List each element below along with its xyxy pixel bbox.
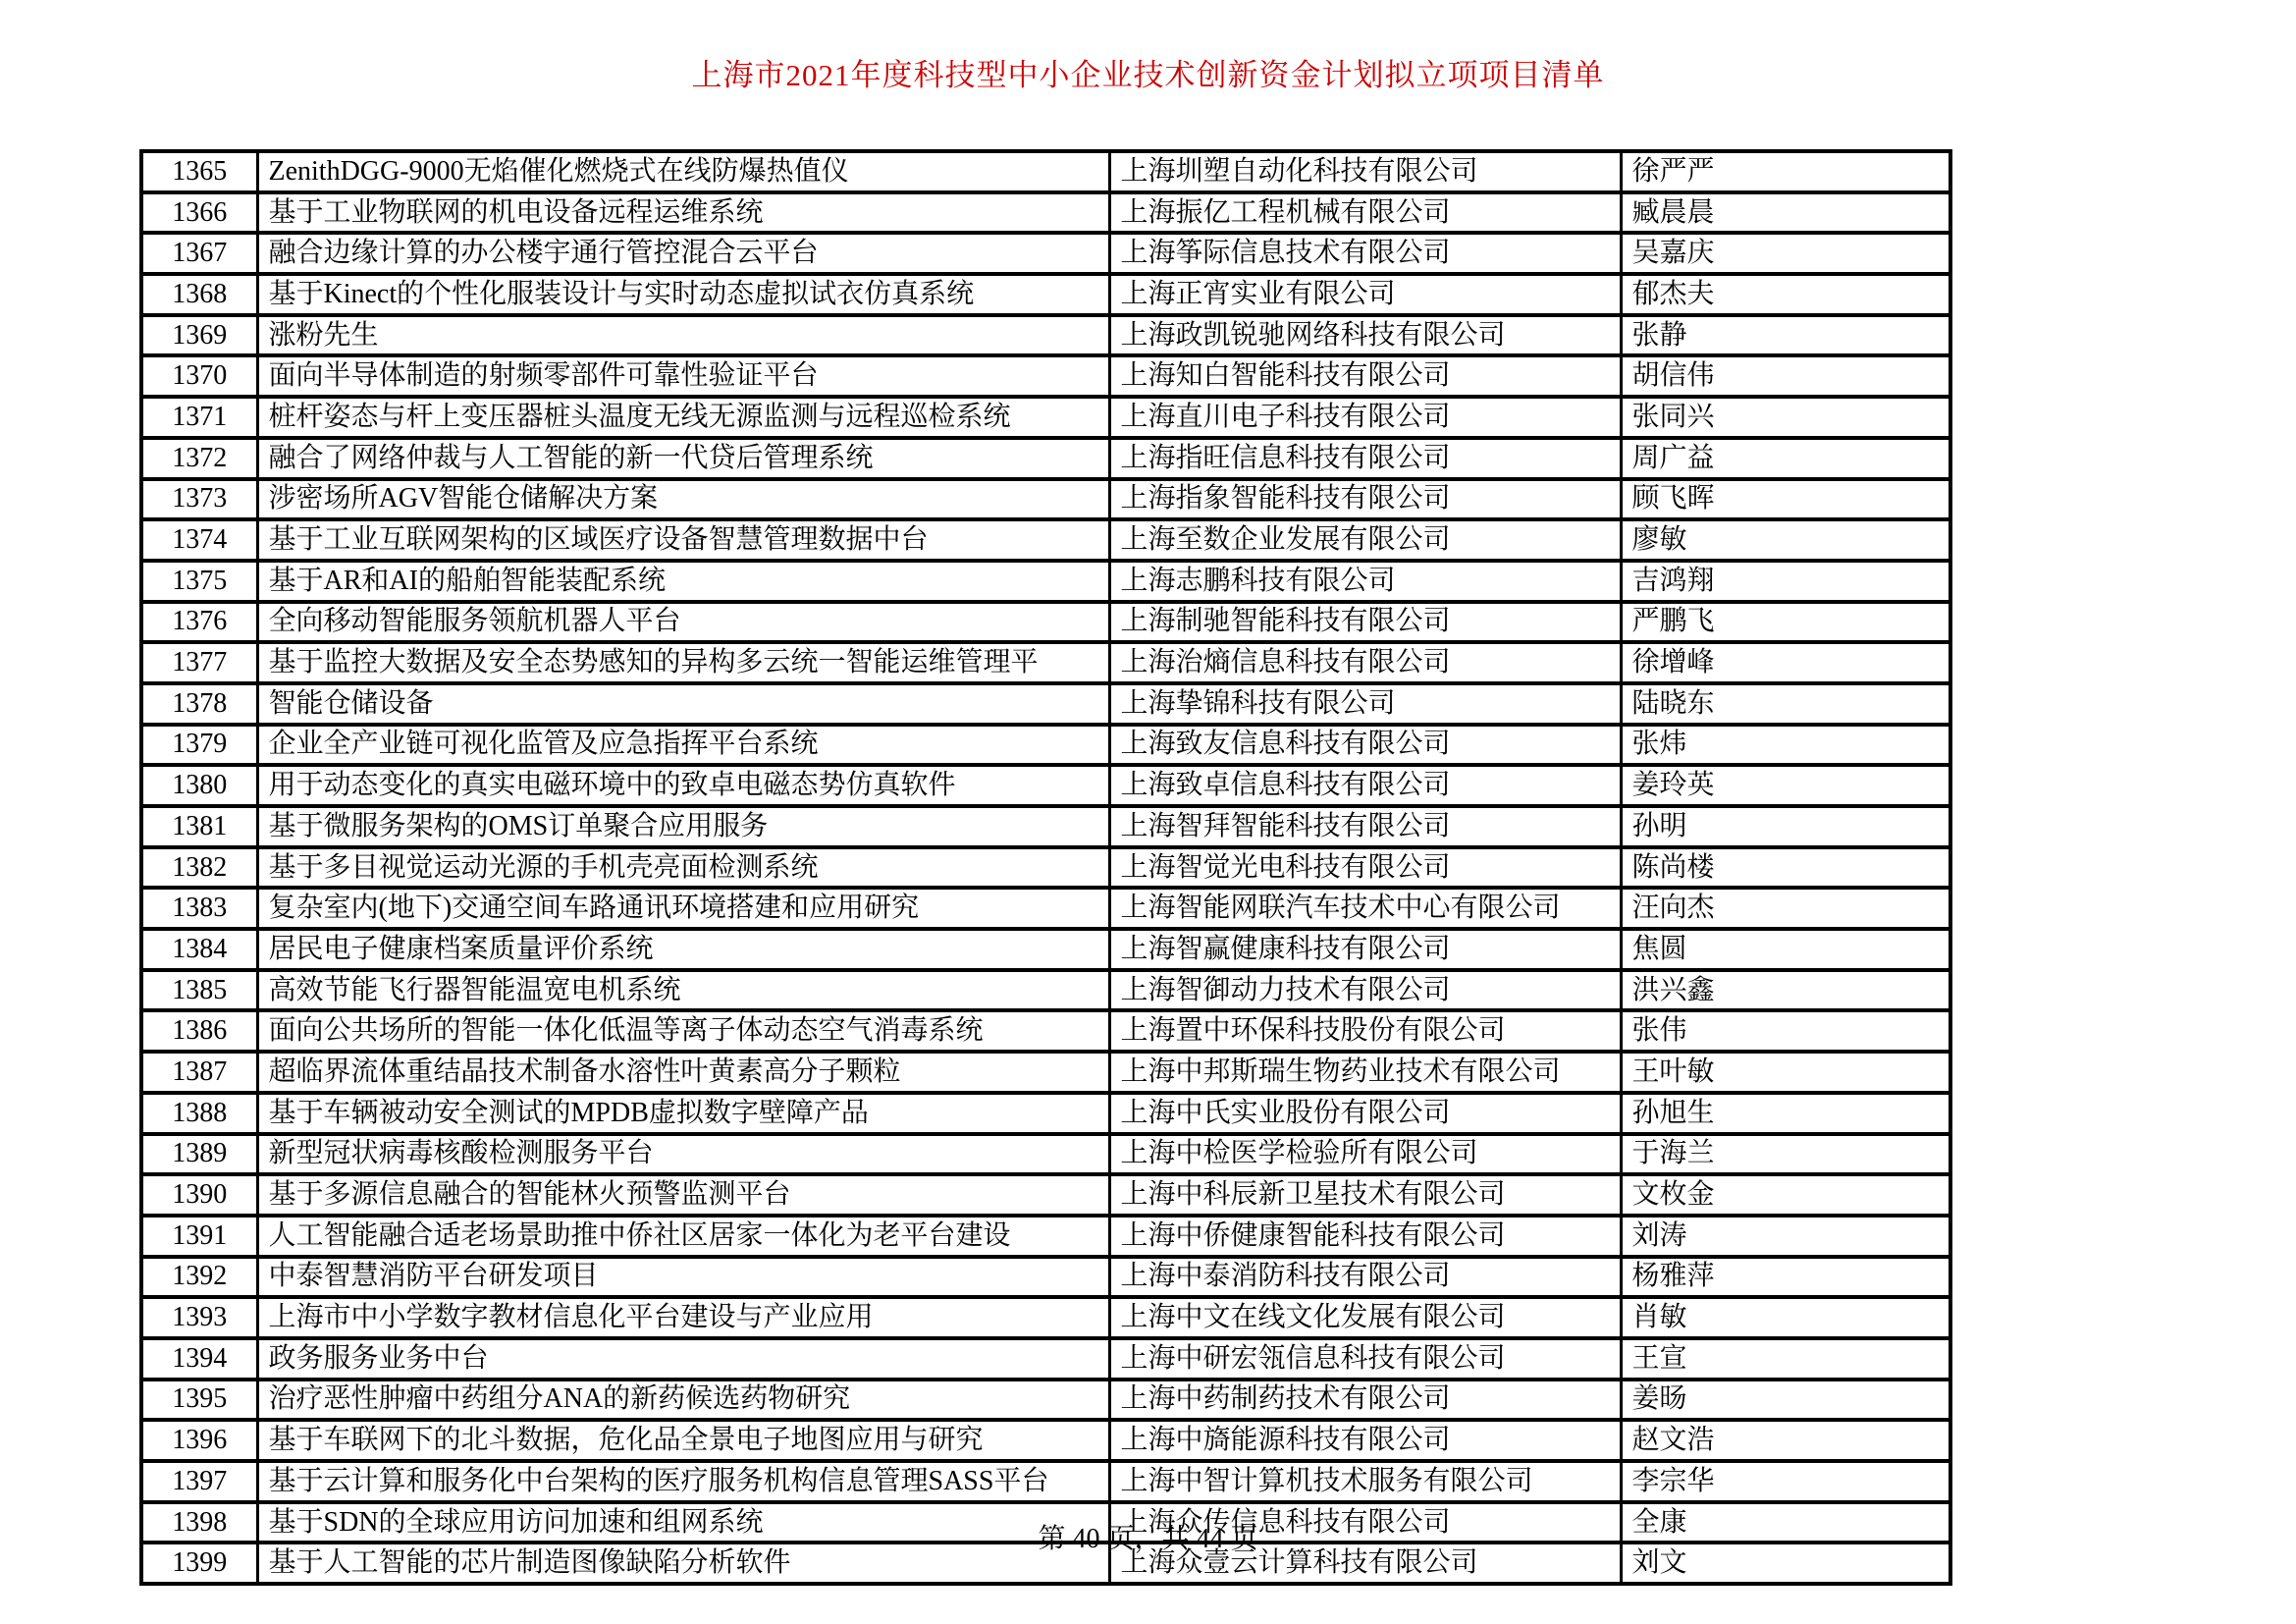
table-row bbox=[141, 847, 1950, 889]
person-name-cell: 徐增峰 bbox=[1621, 642, 1950, 683]
table-row bbox=[141, 683, 1950, 725]
row-number-cell: 1380 bbox=[141, 765, 257, 806]
company-name-cell: 上海致友信息科技有限公司 bbox=[1109, 725, 1621, 766]
person-name-cell: 刘涛 bbox=[1621, 1216, 1950, 1257]
projects-table-body bbox=[141, 151, 1950, 1584]
project-name-cell: 基于AR和AI的船舶智能装配系统 bbox=[257, 561, 1109, 602]
project-name-cell: 涨粉先生 bbox=[257, 315, 1109, 356]
person-name-cell: 徐严严 bbox=[1621, 151, 1950, 192]
company-name-cell: 上海中文在线文化发展有限公司 bbox=[1109, 1297, 1621, 1338]
project-name-cell: 超临界流体重结晶技术制备水溶性叶黄素高分子颗粒 bbox=[257, 1052, 1109, 1093]
row-number-cell: 1365 bbox=[141, 151, 257, 192]
table-row bbox=[141, 1297, 1950, 1338]
company-name-cell: 上海智拜智能科技有限公司 bbox=[1109, 806, 1621, 847]
project-name-cell: 居民电子健康档案质量评价系统 bbox=[257, 929, 1109, 970]
row-number-cell: 1388 bbox=[141, 1093, 257, 1134]
company-name-cell: 上海政凯锐驰网络科技有限公司 bbox=[1109, 315, 1621, 356]
person-name-cell: 王宣 bbox=[1621, 1338, 1950, 1380]
person-name-cell: 顾飞晖 bbox=[1621, 479, 1950, 520]
company-name-cell: 上海中检医学检验所有限公司 bbox=[1109, 1134, 1621, 1175]
row-number-cell: 1394 bbox=[141, 1338, 257, 1380]
person-name-cell: 李宗华 bbox=[1621, 1461, 1950, 1502]
table-row bbox=[141, 479, 1950, 520]
project-name-cell: 面向公共场所的智能一体化低温等离子体动态空气消毒系统 bbox=[257, 1010, 1109, 1052]
row-number-cell: 1390 bbox=[141, 1174, 257, 1216]
table-row bbox=[141, 1257, 1950, 1298]
company-name-cell: 上海智御动力技术有限公司 bbox=[1109, 970, 1621, 1011]
person-name-cell: 焦圆 bbox=[1621, 929, 1950, 970]
company-name-cell: 上海圳塑自动化科技有限公司 bbox=[1109, 151, 1621, 192]
person-name-cell: 汪向杰 bbox=[1621, 888, 1950, 929]
project-name-cell: 高效节能飞行器智能温宽电机系统 bbox=[257, 970, 1109, 1011]
table-row bbox=[141, 888, 1950, 929]
company-name-cell: 上海中智计算机技术服务有限公司 bbox=[1109, 1461, 1621, 1502]
table-row bbox=[141, 355, 1950, 397]
row-number-cell: 1366 bbox=[141, 192, 257, 234]
project-name-cell: 中泰智慧消防平台研发项目 bbox=[257, 1257, 1109, 1298]
row-number-cell: 1374 bbox=[141, 519, 257, 561]
project-name-cell: 融合边缘计算的办公楼宇通行管控混合云平台 bbox=[257, 233, 1109, 274]
person-name-cell: 张同兴 bbox=[1621, 397, 1950, 438]
row-number-cell: 1396 bbox=[141, 1420, 257, 1461]
project-name-cell: 全向移动智能服务领航机器人平台 bbox=[257, 602, 1109, 643]
project-name-cell: 智能仓储设备 bbox=[257, 683, 1109, 725]
company-name-cell: 上海直川电子科技有限公司 bbox=[1109, 397, 1621, 438]
table-row bbox=[141, 1420, 1950, 1461]
row-number-cell: 1389 bbox=[141, 1134, 257, 1175]
project-name-cell: 面向半导体制造的射频零部件可靠性验证平台 bbox=[257, 355, 1109, 397]
project-name-cell: 基于车辆被动安全测试的MPDB虚拟数字壁障产品 bbox=[257, 1093, 1109, 1134]
table-row bbox=[141, 151, 1950, 192]
project-name-cell: 基于Kinect的个性化服装设计与实时动态虚拟试衣仿真系统 bbox=[257, 274, 1109, 315]
company-name-cell: 上海挚锦科技有限公司 bbox=[1109, 683, 1621, 725]
person-name-cell: 严鹏飞 bbox=[1621, 602, 1950, 643]
person-name-cell: 全康 bbox=[1621, 1502, 1950, 1543]
project-name-cell: 涉密场所AGV智能仓储解决方案 bbox=[257, 479, 1109, 520]
row-number-cell: 1385 bbox=[141, 970, 257, 1011]
table-row bbox=[141, 192, 1950, 234]
row-number-cell: 1368 bbox=[141, 274, 257, 315]
project-name-cell: 基于工业物联网的机电设备远程运维系统 bbox=[257, 192, 1109, 234]
row-number-cell: 1384 bbox=[141, 929, 257, 970]
company-name-cell: 上海中研宏瓴信息科技有限公司 bbox=[1109, 1338, 1621, 1380]
company-name-cell: 上海筝际信息技术有限公司 bbox=[1109, 233, 1621, 274]
company-name-cell: 上海志鹏科技有限公司 bbox=[1109, 561, 1621, 602]
company-name-cell: 上海正宵实业有限公司 bbox=[1109, 274, 1621, 315]
project-name-cell: 政务服务业务中台 bbox=[257, 1338, 1109, 1380]
person-name-cell: 张静 bbox=[1621, 315, 1950, 356]
table-row bbox=[141, 642, 1950, 683]
table-row bbox=[141, 397, 1950, 438]
table-row bbox=[141, 1380, 1950, 1421]
company-name-cell: 上海中侨健康智能科技有限公司 bbox=[1109, 1216, 1621, 1257]
company-name-cell: 上海中邦斯瑞生物药业技术有限公司 bbox=[1109, 1052, 1621, 1093]
project-name-cell: 基于微服务架构的OMS订单聚合应用服务 bbox=[257, 806, 1109, 847]
table-row bbox=[141, 1134, 1950, 1175]
project-name-cell: 新型冠状病毒核酸检测服务平台 bbox=[257, 1134, 1109, 1175]
project-name-cell: 基于监控大数据及安全态势感知的异构多云统一智能运维管理平 bbox=[257, 642, 1109, 683]
person-name-cell: 姜旸 bbox=[1621, 1380, 1950, 1421]
person-name-cell: 周广益 bbox=[1621, 438, 1950, 479]
row-number-cell: 1372 bbox=[141, 438, 257, 479]
person-name-cell: 杨雅萍 bbox=[1621, 1257, 1950, 1298]
table-row bbox=[141, 519, 1950, 561]
page-title: 上海市2021年度科技型中小企业技术创新资金计划拟立项项目清单 bbox=[691, 58, 1605, 92]
row-number-cell: 1371 bbox=[141, 397, 257, 438]
table-row bbox=[141, 765, 1950, 806]
table-row bbox=[141, 1338, 1950, 1380]
page-number-footer: 第 40 页，共 44 页 bbox=[1038, 1524, 1258, 1554]
table-row bbox=[141, 1052, 1950, 1093]
project-name-cell: ZenithDGG-9000无焰催化燃烧式在线防爆热值仪 bbox=[257, 151, 1109, 192]
company-name-cell: 上海智觉光电科技有限公司 bbox=[1109, 847, 1621, 889]
row-number-cell: 1387 bbox=[141, 1052, 257, 1093]
company-name-cell: 上海指象智能科技有限公司 bbox=[1109, 479, 1621, 520]
company-name-cell: 上海众壹云计算科技有限公司 bbox=[1109, 1543, 1621, 1584]
project-name-cell: 基于多目视觉运动光源的手机壳亮面检测系统 bbox=[257, 847, 1109, 889]
company-name-cell: 上海致卓信息科技有限公司 bbox=[1109, 765, 1621, 806]
company-name-cell: 上海众传信息科技有限公司 bbox=[1109, 1502, 1621, 1543]
company-name-cell: 上海治熵信息科技有限公司 bbox=[1109, 642, 1621, 683]
person-name-cell: 姜玲英 bbox=[1621, 765, 1950, 806]
company-name-cell: 上海中氏实业股份有限公司 bbox=[1109, 1093, 1621, 1134]
row-number-cell: 1398 bbox=[141, 1502, 257, 1543]
project-name-cell: 上海市中小学数字教材信息化平台建设与产业应用 bbox=[257, 1297, 1109, 1338]
row-number-cell: 1386 bbox=[141, 1010, 257, 1052]
project-name-cell: 融合了网络仲裁与人工智能的新一代贷后管理系统 bbox=[257, 438, 1109, 479]
row-number-cell: 1393 bbox=[141, 1297, 257, 1338]
projects-table bbox=[139, 149, 1952, 1586]
table-row bbox=[141, 1010, 1950, 1052]
company-name-cell: 上海中科辰新卫星技术有限公司 bbox=[1109, 1174, 1621, 1216]
row-number-cell: 1382 bbox=[141, 847, 257, 889]
table-row bbox=[141, 929, 1950, 970]
table-row bbox=[141, 1461, 1950, 1502]
project-name-cell: 复杂室内(地下)交通空间车路通讯环境搭建和应用研究 bbox=[257, 888, 1109, 929]
company-name-cell: 上海置中环保科技股份有限公司 bbox=[1109, 1010, 1621, 1052]
company-name-cell: 上海智能网联汽车技术中心有限公司 bbox=[1109, 888, 1621, 929]
row-number-cell: 1376 bbox=[141, 602, 257, 643]
company-name-cell: 上海中旖能源科技有限公司 bbox=[1109, 1420, 1621, 1461]
row-number-cell: 1367 bbox=[141, 233, 257, 274]
project-name-cell: 治疗恶性肿瘤中药组分ANA的新药候选药物研究 bbox=[257, 1380, 1109, 1421]
table-row bbox=[141, 602, 1950, 643]
person-name-cell: 臧晨晨 bbox=[1621, 192, 1950, 234]
project-name-cell: 基于车联网下的北斗数据，危化品全景电子地图应用与研究 bbox=[257, 1420, 1109, 1461]
table-row bbox=[141, 438, 1950, 479]
table-row bbox=[141, 233, 1950, 274]
person-name-cell: 张伟 bbox=[1621, 1010, 1950, 1052]
row-number-cell: 1375 bbox=[141, 561, 257, 602]
row-number-cell: 1373 bbox=[141, 479, 257, 520]
table-row bbox=[141, 806, 1950, 847]
person-name-cell: 刘文 bbox=[1621, 1543, 1950, 1584]
project-name-cell: 基于SDN的全球应用访问加速和组网系统 bbox=[257, 1502, 1109, 1543]
table-row bbox=[141, 725, 1950, 766]
person-name-cell: 胡信伟 bbox=[1621, 355, 1950, 397]
company-name-cell: 上海振亿工程机械有限公司 bbox=[1109, 192, 1621, 234]
person-name-cell: 于海兰 bbox=[1621, 1134, 1950, 1175]
company-name-cell: 上海制驰智能科技有限公司 bbox=[1109, 602, 1621, 643]
row-number-cell: 1379 bbox=[141, 725, 257, 766]
table-row bbox=[141, 315, 1950, 356]
person-name-cell: 肖敏 bbox=[1621, 1297, 1950, 1338]
row-number-cell: 1391 bbox=[141, 1216, 257, 1257]
table-row bbox=[141, 1093, 1950, 1134]
person-name-cell: 文枚金 bbox=[1621, 1174, 1950, 1216]
person-name-cell: 孙旭生 bbox=[1621, 1093, 1950, 1134]
project-name-cell: 桩杆姿态与杆上变压器桩头温度无线无源监测与远程巡检系统 bbox=[257, 397, 1109, 438]
person-name-cell: 洪兴鑫 bbox=[1621, 970, 1950, 1011]
company-name-cell: 上海智赢健康科技有限公司 bbox=[1109, 929, 1621, 970]
table-row bbox=[141, 1174, 1950, 1216]
person-name-cell: 廖敏 bbox=[1621, 519, 1950, 561]
person-name-cell: 郁杰夫 bbox=[1621, 274, 1950, 315]
person-name-cell: 赵文浩 bbox=[1621, 1420, 1950, 1461]
company-name-cell: 上海中药制药技术有限公司 bbox=[1109, 1380, 1621, 1421]
row-number-cell: 1381 bbox=[141, 806, 257, 847]
project-name-cell: 企业全产业链可视化监管及应急指挥平台系统 bbox=[257, 725, 1109, 766]
project-name-cell: 基于人工智能的芯片制造图像缺陷分析软件 bbox=[257, 1543, 1109, 1584]
table-row bbox=[141, 970, 1950, 1011]
row-number-cell: 1392 bbox=[141, 1257, 257, 1298]
row-number-cell: 1399 bbox=[141, 1543, 257, 1584]
person-name-cell: 陆晓东 bbox=[1621, 683, 1950, 725]
project-name-cell: 基于工业互联网架构的区域医疗设备智慧管理数据中台 bbox=[257, 519, 1109, 561]
table-row bbox=[141, 274, 1950, 315]
table-row bbox=[141, 1216, 1950, 1257]
company-name-cell: 上海中泰消防科技有限公司 bbox=[1109, 1257, 1621, 1298]
row-number-cell: 1383 bbox=[141, 888, 257, 929]
row-number-cell: 1369 bbox=[141, 315, 257, 356]
person-name-cell: 吉鸿翔 bbox=[1621, 561, 1950, 602]
company-name-cell: 上海指旺信息科技有限公司 bbox=[1109, 438, 1621, 479]
company-name-cell: 上海至数企业发展有限公司 bbox=[1109, 519, 1621, 561]
row-number-cell: 1370 bbox=[141, 355, 257, 397]
project-name-cell: 用于动态变化的真实电磁环境中的致卓电磁态势仿真软件 bbox=[257, 765, 1109, 806]
person-name-cell: 张炜 bbox=[1621, 725, 1950, 766]
company-name-cell: 上海知白智能科技有限公司 bbox=[1109, 355, 1621, 397]
person-name-cell: 陈尚楼 bbox=[1621, 847, 1950, 889]
person-name-cell: 王叶敏 bbox=[1621, 1052, 1950, 1093]
person-name-cell: 孙明 bbox=[1621, 806, 1950, 847]
person-name-cell: 吴嘉庆 bbox=[1621, 233, 1950, 274]
row-number-cell: 1395 bbox=[141, 1380, 257, 1421]
project-name-cell: 基于多源信息融合的智能林火预警监测平台 bbox=[257, 1174, 1109, 1216]
project-name-cell: 基于云计算和服务化中台架构的医疗服务机构信息管理SASS平台 bbox=[257, 1461, 1109, 1502]
row-number-cell: 1378 bbox=[141, 683, 257, 725]
row-number-cell: 1397 bbox=[141, 1461, 257, 1502]
table-row bbox=[141, 561, 1950, 602]
row-number-cell: 1377 bbox=[141, 642, 257, 683]
project-name-cell: 人工智能融合适老场景助推中侨社区居家一体化为老平台建设 bbox=[257, 1216, 1109, 1257]
